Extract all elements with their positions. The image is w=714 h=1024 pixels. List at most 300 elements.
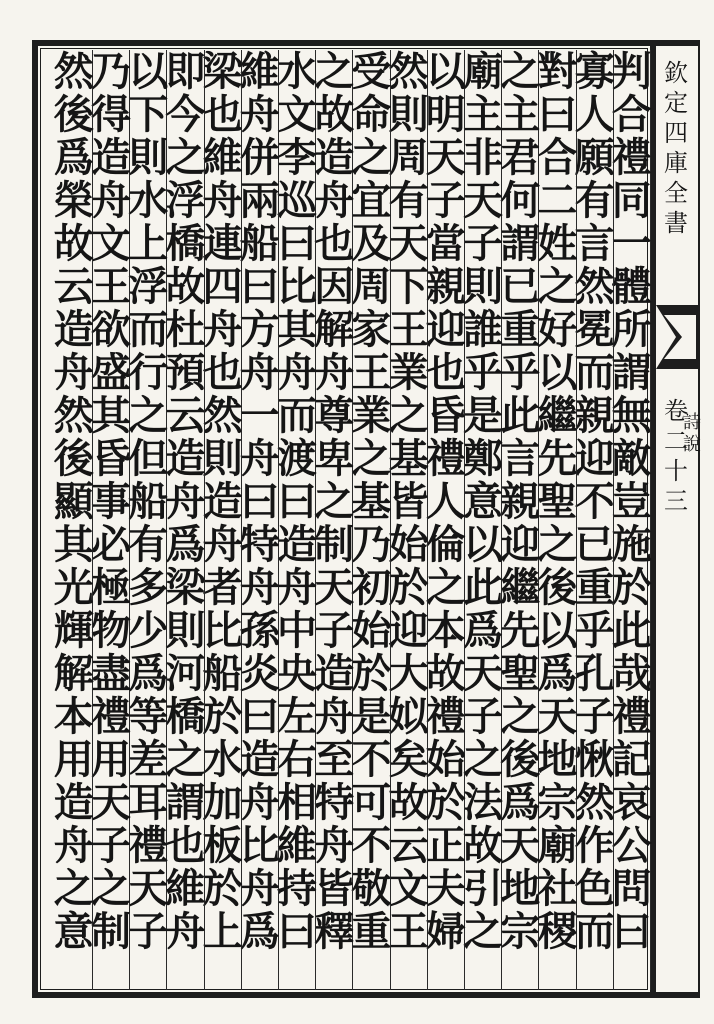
glyph: 之 [128, 392, 169, 439]
glyph: 解 [314, 306, 355, 353]
glyph: 必 [91, 521, 131, 568]
glyph: 然 [53, 48, 94, 95]
glyph: 寡 [574, 48, 615, 95]
glyph: 迎 [425, 306, 466, 353]
glyph: 多 [128, 564, 169, 611]
glyph: 敵 [611, 435, 652, 482]
glyph: 則 [165, 607, 206, 654]
glyph: 舟 [165, 908, 206, 955]
glyph: 乎 [574, 607, 615, 654]
glyph: 炎 [239, 650, 280, 697]
glyph: 之 [351, 435, 392, 482]
margin-title [660, 58, 692, 238]
glyph: 舟 [91, 177, 131, 224]
glyph: 所 [611, 306, 652, 353]
glyph: 重 [500, 306, 541, 353]
glyph: 而 [277, 392, 317, 439]
glyph: 梁 [202, 48, 243, 95]
glyph: 曰 [277, 220, 317, 267]
glyph: 之 [463, 908, 503, 955]
glyph: 榮 [53, 177, 94, 224]
glyph: 水 [277, 48, 317, 95]
glyph: 欲 [91, 306, 131, 353]
glyph: 得 [91, 91, 131, 138]
glyph: 央 [277, 650, 317, 697]
glyph: 豈 [611, 478, 652, 525]
glyph: 舟 [314, 693, 355, 740]
glyph: 之 [165, 736, 206, 783]
glyph: 法 [463, 779, 503, 826]
glyph: 始 [388, 521, 429, 568]
glyph: 稷 [537, 908, 578, 955]
glyph: 比 [202, 607, 243, 654]
glyph: 爲 [463, 607, 503, 654]
glyph: 橋 [165, 220, 206, 267]
glyph: 卑 [314, 435, 355, 482]
glyph: 等 [128, 693, 169, 740]
glyph: 造 [165, 435, 206, 482]
glyph: 下 [128, 91, 169, 138]
glyph: 故 [165, 263, 206, 310]
glyph: 天 [388, 220, 429, 267]
margin-glyph: 定 [664, 89, 688, 117]
glyph: 之 [165, 134, 206, 181]
glyph: 舟 [277, 564, 317, 611]
glyph: 極 [91, 564, 131, 611]
glyph: 則 [202, 435, 243, 482]
glyph: 子 [463, 220, 503, 267]
glyph: 禮 [611, 693, 652, 740]
glyph: 之 [463, 736, 503, 783]
glyph: 王 [388, 908, 429, 955]
glyph: 色 [574, 865, 615, 912]
glyph: 言 [500, 435, 541, 482]
glyph: 物 [91, 607, 131, 654]
glyph: 其 [91, 392, 131, 439]
glyph: 文 [277, 91, 317, 138]
glyph: 乃 [351, 521, 392, 568]
glyph: 可 [351, 779, 392, 826]
glyph: 親 [425, 263, 466, 310]
glyph: 二 [537, 177, 578, 224]
glyph: 然 [574, 263, 615, 310]
glyph: 天 [128, 865, 169, 912]
glyph: 舟 [202, 306, 243, 353]
glyph: 造 [277, 521, 317, 568]
glyph: 天 [463, 177, 503, 224]
glyph: 後 [500, 736, 541, 783]
glyph: 以 [128, 48, 169, 95]
glyph: 天 [425, 134, 466, 181]
glyph: 本 [53, 693, 94, 740]
glyph: 是 [463, 392, 503, 439]
margin-section [682, 412, 702, 456]
glyph: 冕 [574, 306, 615, 353]
glyph: 後 [537, 564, 578, 611]
glyph: 判 [611, 48, 652, 95]
glyph: 宗 [500, 908, 541, 955]
glyph: 造 [202, 478, 243, 525]
glyph: 舟 [53, 349, 94, 396]
glyph: 預 [165, 349, 206, 396]
glyph: 已 [500, 263, 541, 310]
glyph: 舟 [239, 564, 280, 611]
glyph: 右 [277, 736, 317, 783]
glyph: 哀 [611, 779, 652, 826]
glyph: 少 [128, 607, 169, 654]
glyph: 爲 [53, 134, 94, 181]
glyph: 之 [91, 865, 131, 912]
glyph: 基 [351, 478, 392, 525]
text-column [49, 50, 99, 990]
glyph: 一 [239, 392, 280, 439]
margin-glyph: 說 [683, 434, 701, 455]
glyph: 造 [314, 650, 355, 697]
glyph: 宗 [537, 779, 578, 826]
glyph: 以 [463, 521, 503, 568]
glyph: 聖 [500, 650, 541, 697]
glyph: 維 [165, 865, 206, 912]
glyph: 公 [611, 822, 652, 869]
glyph: 王 [351, 349, 392, 396]
glyph: 造 [314, 134, 355, 181]
glyph: 地 [537, 736, 578, 783]
glyph: 然 [574, 779, 615, 826]
glyph: 業 [388, 349, 429, 396]
glyph: 水 [128, 177, 169, 224]
glyph: 特 [314, 779, 355, 826]
glyph: 用 [53, 736, 94, 783]
glyph: 云 [53, 263, 94, 310]
glyph: 乎 [500, 349, 541, 396]
glyph: 者 [202, 564, 243, 611]
glyph: 其 [53, 521, 94, 568]
glyph: 於 [611, 564, 652, 611]
glyph: 曰 [239, 478, 280, 525]
glyph: 水 [202, 736, 243, 783]
glyph: 故 [314, 91, 355, 138]
glyph: 尊 [314, 392, 355, 439]
glyph: 盛 [91, 349, 131, 396]
glyph: 而 [574, 908, 615, 955]
glyph: 一 [611, 220, 652, 267]
glyph: 子 [463, 693, 503, 740]
glyph: 於 [388, 564, 429, 611]
glyph: 持 [277, 865, 317, 912]
glyph: 板 [202, 822, 243, 869]
glyph: 下 [388, 263, 429, 310]
glyph: 受 [351, 48, 392, 95]
glyph: 維 [277, 822, 317, 869]
glyph: 而 [128, 306, 169, 353]
glyph: 子 [574, 693, 615, 740]
glyph: 命 [351, 91, 392, 138]
glyph: 之 [500, 48, 541, 95]
glyph: 因 [314, 263, 355, 310]
glyph: 本 [425, 607, 466, 654]
glyph: 體 [611, 263, 652, 310]
glyph: 婦 [425, 908, 466, 955]
glyph: 爲 [128, 650, 169, 697]
glyph: 船 [128, 478, 169, 525]
margin-glyph: 全 [664, 179, 688, 207]
glyph: 曰 [611, 908, 652, 955]
glyph: 連 [202, 220, 243, 267]
glyph: 也 [425, 349, 466, 396]
glyph: 作 [574, 822, 615, 869]
glyph: 此 [611, 607, 652, 654]
glyph: 迎 [388, 607, 429, 654]
glyph: 主 [463, 91, 503, 138]
glyph: 姒 [388, 693, 429, 740]
glyph: 不 [351, 822, 392, 869]
glyph: 不 [574, 478, 615, 525]
glyph: 繼 [537, 392, 578, 439]
glyph: 則 [128, 134, 169, 181]
glyph: 人 [425, 478, 466, 525]
glyph: 意 [53, 908, 94, 955]
glyph: 家 [351, 306, 392, 353]
glyph: 爲 [239, 908, 280, 955]
glyph: 至 [314, 736, 355, 783]
glyph: 記 [611, 736, 652, 783]
glyph: 文 [91, 220, 131, 267]
glyph: 盡 [91, 650, 131, 697]
glyph: 其 [277, 306, 317, 353]
glyph: 舟 [202, 177, 243, 224]
glyph: 禮 [425, 693, 466, 740]
margin-glyph: 欽 [664, 59, 688, 87]
glyph: 天 [314, 564, 355, 611]
glyph: 問 [611, 865, 652, 912]
glyph: 造 [239, 736, 280, 783]
glyph: 比 [277, 263, 317, 310]
glyph: 浮 [165, 177, 206, 224]
glyph: 行 [128, 349, 169, 396]
glyph: 始 [425, 736, 466, 783]
glyph: 之 [425, 564, 466, 611]
fish-tail-icon [656, 305, 700, 369]
glyph: 鄭 [463, 435, 503, 482]
glyph: 李 [277, 134, 317, 181]
glyph: 天 [537, 693, 578, 740]
glyph: 制 [91, 908, 131, 955]
glyph: 釋 [314, 908, 355, 955]
glyph: 廟 [537, 822, 578, 869]
glyph: 重 [574, 564, 615, 611]
glyph: 之 [314, 478, 355, 525]
glyph: 差 [128, 736, 169, 783]
margin-glyph: 三 [664, 487, 688, 515]
glyph: 謂 [165, 779, 206, 826]
glyph: 造 [53, 306, 94, 353]
glyph: 爲 [165, 521, 206, 568]
glyph: 上 [128, 220, 169, 267]
glyph: 然 [53, 392, 94, 439]
glyph: 事 [91, 478, 131, 525]
margin-glyph: 二 [664, 427, 688, 455]
glyph: 已 [574, 521, 615, 568]
glyph: 君 [500, 134, 541, 181]
glyph: 即 [165, 48, 206, 95]
glyph: 有 [128, 521, 169, 568]
glyph: 兩 [239, 177, 280, 224]
glyph: 舟 [314, 822, 355, 869]
glyph: 對 [537, 48, 578, 95]
glyph: 相 [277, 779, 317, 826]
glyph: 之 [351, 134, 392, 181]
glyph: 曰 [537, 91, 578, 138]
glyph: 禮 [91, 693, 131, 740]
glyph: 舟 [165, 478, 206, 525]
glyph: 之 [537, 263, 578, 310]
glyph: 於 [202, 693, 243, 740]
glyph: 舟 [314, 177, 355, 224]
glyph: 合 [537, 134, 578, 181]
glyph: 親 [574, 392, 615, 439]
glyph: 後 [53, 435, 94, 482]
glyph: 是 [351, 693, 392, 740]
glyph: 有 [574, 177, 615, 224]
glyph: 引 [463, 865, 503, 912]
glyph: 夫 [425, 865, 466, 912]
glyph: 之 [314, 48, 355, 95]
glyph: 無 [611, 392, 652, 439]
glyph: 王 [388, 306, 429, 353]
glyph: 於 [351, 650, 392, 697]
glyph: 意 [463, 478, 503, 525]
glyph: 用 [91, 736, 131, 783]
glyph: 天 [463, 650, 503, 697]
glyph: 皆 [388, 478, 429, 525]
glyph: 之 [53, 865, 94, 912]
glyph: 耳 [128, 779, 169, 826]
glyph: 曰 [277, 908, 317, 955]
glyph: 周 [388, 134, 429, 181]
glyph: 繼 [500, 564, 541, 611]
glyph: 併 [239, 134, 280, 181]
glyph: 當 [425, 220, 466, 267]
glyph: 舟 [239, 865, 280, 912]
glyph: 禮 [128, 822, 169, 869]
glyph: 宜 [351, 177, 392, 224]
glyph: 孫 [239, 607, 280, 654]
glyph: 始 [351, 607, 392, 654]
glyph: 舟 [53, 822, 94, 869]
glyph: 加 [202, 779, 243, 826]
glyph: 大 [388, 650, 429, 697]
glyph: 地 [500, 865, 541, 912]
glyph: 船 [202, 650, 243, 697]
glyph: 橋 [165, 693, 206, 740]
glyph: 特 [239, 521, 280, 568]
glyph: 主 [500, 91, 541, 138]
glyph: 爲 [500, 779, 541, 826]
glyph: 謂 [611, 349, 652, 396]
glyph: 哉 [611, 650, 652, 697]
glyph: 舟 [239, 91, 280, 138]
margin-glyph: 四 [664, 119, 688, 147]
glyph: 造 [91, 134, 131, 181]
glyph: 倫 [425, 521, 466, 568]
glyph: 於 [425, 779, 466, 826]
glyph: 也 [202, 349, 243, 396]
glyph: 方 [239, 306, 280, 353]
glyph: 輝 [53, 607, 94, 654]
glyph: 何 [500, 177, 541, 224]
margin-glyph: 書 [664, 209, 688, 237]
glyph: 云 [388, 822, 429, 869]
glyph: 皆 [314, 865, 355, 912]
glyph: 則 [463, 263, 503, 310]
glyph: 初 [351, 564, 392, 611]
glyph: 業 [351, 392, 392, 439]
glyph: 然 [202, 392, 243, 439]
glyph: 此 [463, 564, 503, 611]
glyph: 舟 [239, 779, 280, 826]
glyph: 及 [351, 220, 392, 267]
glyph: 中 [277, 607, 317, 654]
glyph: 同 [611, 177, 652, 224]
glyph: 解 [53, 650, 94, 697]
glyph: 然 [388, 48, 429, 95]
glyph: 上 [202, 908, 243, 955]
glyph: 今 [165, 91, 206, 138]
glyph: 故 [463, 822, 503, 869]
glyph: 也 [314, 220, 355, 267]
glyph: 云 [165, 392, 206, 439]
glyph: 之 [388, 392, 429, 439]
glyph: 巡 [277, 177, 317, 224]
margin-glyph: 庫 [664, 149, 688, 177]
glyph: 孔 [574, 650, 615, 697]
glyph: 之 [500, 693, 541, 740]
glyph: 誰 [463, 306, 503, 353]
glyph: 舟 [239, 435, 280, 482]
glyph: 顯 [53, 478, 94, 525]
glyph: 親 [500, 478, 541, 525]
glyph: 禮 [425, 435, 466, 482]
glyph: 曰 [239, 263, 280, 310]
glyph: 先 [500, 607, 541, 654]
glyph: 船 [239, 220, 280, 267]
glyph: 非 [463, 134, 503, 181]
glyph: 明 [425, 91, 466, 138]
glyph: 子 [425, 177, 466, 224]
glyph: 左 [277, 693, 317, 740]
glyph: 造 [53, 779, 94, 826]
glyph: 於 [202, 865, 243, 912]
glyph: 聖 [537, 478, 578, 525]
glyph: 愀 [574, 736, 615, 783]
glyph: 故 [425, 650, 466, 697]
glyph: 迎 [500, 521, 541, 568]
glyph: 河 [165, 650, 206, 697]
glyph: 梁 [165, 564, 206, 611]
glyph: 謂 [500, 220, 541, 267]
glyph: 浮 [128, 263, 169, 310]
glyph: 社 [537, 865, 578, 912]
glyph: 廟 [463, 48, 503, 95]
glyph: 後 [53, 91, 94, 138]
glyph: 基 [388, 435, 429, 482]
glyph: 以 [537, 349, 578, 396]
glyph: 以 [537, 607, 578, 654]
glyph: 言 [574, 220, 615, 267]
glyph: 之 [537, 521, 578, 568]
glyph: 四 [202, 263, 243, 310]
glyph: 曰 [239, 693, 280, 740]
